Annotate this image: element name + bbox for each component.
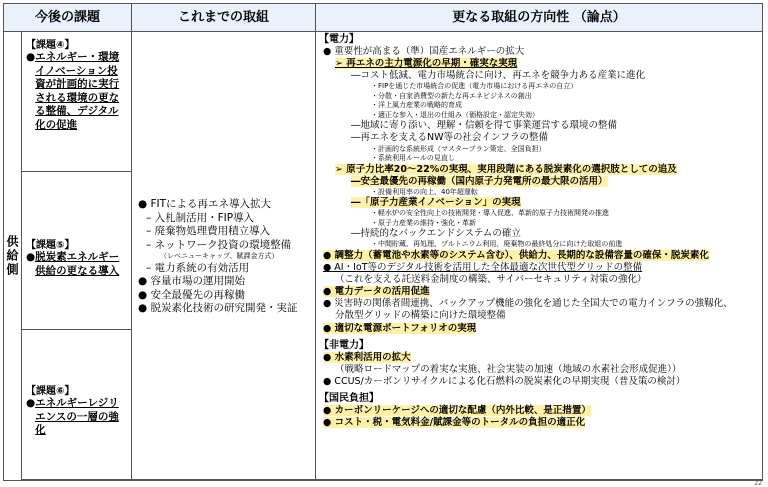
- power-line: ・系統利用ルールの見直し: [371, 154, 455, 163]
- power-line: ・軽水炉の安全性向上の技術開発・導入促進、革新的原子力技術開発の推進: [371, 209, 609, 218]
- header-future: 更なる取組の方向性 （論点）: [316, 4, 762, 32]
- power-line: ・原子力産業の維持・強化・革新: [371, 218, 476, 227]
- power-line: ● 電力データの活用促進: [323, 286, 430, 298]
- power-line: ➢ 原子力比率20～22%の実現、実用段階にある脱炭素化の選択肢としての追及: [335, 163, 677, 175]
- bullet-icon: ●: [26, 397, 36, 409]
- policy-table: [3, 3, 763, 481]
- issue-text: エネルギーレジリエンスの一層の強化: [35, 397, 119, 436]
- past-efforts-cell: [132, 32, 316, 480]
- nonpower-line: （戦略ロードマップの着実な実施、社会実装の加速（地域の水素社会形成促進））: [335, 363, 682, 375]
- power-line: ・設備利用率の向上、40年超運転: [371, 187, 478, 196]
- past-item: ● 容量市場の運用開始: [138, 275, 245, 287]
- power-line: ● 災害時の関係者間連携、バックアップ機能の強化を通じた全国大での電力インフラの強靱化、: [323, 298, 733, 310]
- power-line: ・中間貯蔵、再処理、プルトニウム利用、廃棄物の最終処分に向けた取組の前進: [371, 240, 623, 249]
- power-line: ➢ 再エネの主力電源化の早期・確実な実現: [335, 58, 518, 70]
- burden-line: ● コスト・税・電気料金/賦課金等のトータルの負担の適正化: [323, 417, 586, 429]
- power-line: 分散型グリッドの構築に向けた環境整備: [335, 310, 506, 322]
- power-line: ● 調整力（蓄電池や水素等のシステム含む）、供給力、長期的な設備容量の確保・脱炭素化: [323, 249, 709, 261]
- issue-label: 【課題⑥】: [26, 386, 75, 397]
- nonpower-line: ● CCUS/カーボンリサイクルによる化石燃料の脱炭素化の早期実現（普及策の検討）: [323, 375, 686, 387]
- bullet-icon: ●: [26, 251, 36, 263]
- side-label: 供給側: [4, 32, 22, 480]
- power-line: ● 適切な電源ポートフォリオの実現: [323, 322, 477, 334]
- future-direction-cell: [316, 32, 762, 480]
- power-line: ―再エネを支えるNW等の社会インフラの整備: [351, 132, 549, 144]
- nonpower-line: ● 水素利活用の拡大: [323, 351, 411, 363]
- issue-text: エネルギー・環境イノベーション投資が計画的に実行される環境の更なる整備、デジタル化の促進: [35, 51, 120, 131]
- issue-cell-4: [22, 32, 132, 172]
- power-line: ● AI・IoT等のデジタル技術を活用した全体最適な次世代型グリッドの整備: [323, 262, 643, 274]
- power-line: ● 重要性が高まる（準）国産エネルギーの拡大: [323, 46, 525, 58]
- bullet-icon: ●: [26, 51, 36, 63]
- section-title-nonpower: 【非電力】: [319, 339, 369, 351]
- issue-label: 【課題④】: [26, 40, 75, 51]
- header-past: これまでの取組: [132, 4, 316, 32]
- issue-cell-5: [22, 172, 132, 330]
- issue-label: 【課題⑤】: [26, 240, 75, 251]
- past-item: ● 脱炭素化技術の研究開発・実証: [138, 302, 298, 314]
- burden-line: ● カーボンリーケージへの適切な配慮（内外比較、是正措置）: [323, 405, 591, 417]
- power-line: ・適正な参入・退出の仕組み（価格設定・認定失効）: [371, 110, 539, 119]
- past-item: （レベニューキャップ、賦課金方式）: [160, 252, 279, 260]
- past-item: ● FITによる再エネ導入拡大: [138, 198, 272, 210]
- issue-cell-6: [22, 330, 132, 480]
- power-line: ・分散・自家消費型の新たな再エネビジネスの創出: [371, 91, 532, 100]
- past-item: – 入札制活用・FIP導入: [146, 211, 255, 224]
- section-title-burden: 【国民負担】: [319, 392, 379, 404]
- past-item: – ネットワーク投資の環境整備: [146, 238, 292, 251]
- power-line: ―持続的なバックエンドシステムの確立: [351, 228, 521, 240]
- header-issue: 今後の課題: [4, 4, 132, 32]
- power-line: （これを支える託送料金制度の構築、サイバーセキュリティ対策の強化）: [335, 274, 647, 286]
- power-line: ・計画的な系統形成（マスタープラン策定、全国負担）: [371, 144, 546, 153]
- power-line: ・洋上風力産業の戦略的育成: [371, 101, 462, 110]
- past-item: – 電力系統の有効活用: [146, 261, 250, 274]
- section-title-power: 【電力】: [319, 34, 359, 45]
- page-number: 22: [754, 480, 762, 487]
- power-line: ―安全最優先の再稼働（国内原子力発電所の最大限の活用）: [351, 175, 608, 187]
- power-line: ―「原子力産業イノベーション」の実現: [351, 197, 521, 209]
- past-item: ● 安全最優先の再稼働: [138, 288, 245, 301]
- power-line: ・FIPを通じた市場統合の促進（電力市場における再エネの自立）: [371, 82, 578, 91]
- past-item: – 廃棄物処理費用積立導入: [146, 225, 271, 237]
- issue-text: 脱炭素エネルギー供給の更なる導入: [35, 251, 120, 277]
- power-line: ―コスト低減、電力市場統合に向け、再エネを競争力ある産業に進化: [351, 70, 646, 82]
- power-line: ―地域に寄り添い、理解・信頼を得て事業運営する環境の整備: [351, 120, 618, 132]
